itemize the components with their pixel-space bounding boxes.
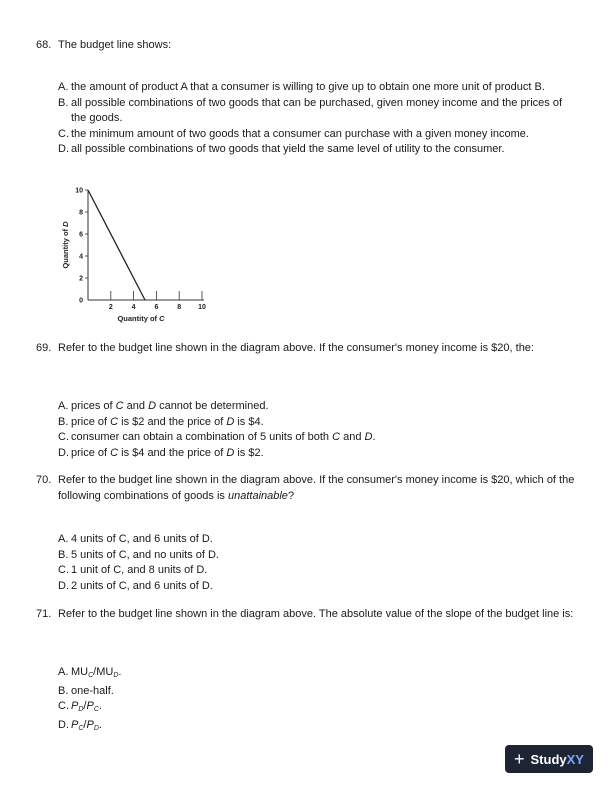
option-a: A. the amount of product A that a consumer is willing to give up to obtain one more unit of product B. — [58, 81, 545, 93]
y-tick-label: 10 — [75, 187, 83, 195]
question-71 — [36, 607, 576, 623]
question-stem: Refer to the budget line shown in the diagram above. The absolute value of the slope of the budget line is: — [58, 608, 574, 620]
question-number: 70. — [36, 474, 52, 486]
y-tick-label: 2 — [79, 275, 83, 283]
budget-line — [88, 190, 145, 300]
y-tick-label: 8 — [79, 209, 83, 217]
x-tick-label: 10 — [198, 304, 206, 311]
brand-name: StudyXY — [530, 751, 584, 767]
question-stem: Refer to the budget line shown in the diagram above. If the consumer's money income is $20, the: — [58, 342, 534, 354]
option-d: D. price of C is $4 and the price of D is $2. — [58, 446, 264, 459]
plus-icon: + — [514, 749, 525, 769]
y-tick-label: 6 — [79, 231, 83, 239]
option-a: A. $MU_C/MU_D$. — [58, 666, 122, 679]
option-b: B. 5 units of C, and no units of D. — [58, 548, 219, 561]
option-b: B. price of C is $2 and the price of D is $4. — [58, 415, 264, 428]
option-d: D. all possible combinations of two goods that yield the same level of utility to the consumer. — [58, 143, 505, 155]
question-69 — [36, 341, 576, 357]
question-number: 69. — [36, 342, 52, 354]
question-number: 68. — [36, 39, 52, 51]
option-a: A. 4 units of C, and 6 units of D. — [58, 533, 213, 545]
y-axis-label: Quantity of D — [61, 221, 70, 269]
question-70 — [36, 473, 576, 504]
option-c: C. $P_D/P_C$. — [58, 700, 102, 713]
options-71 — [58, 665, 578, 736]
x-tick-label: 4 — [131, 304, 136, 311]
option-d: D. $P_C/P_D$. — [58, 718, 102, 732]
options-70 — [58, 532, 578, 594]
x-tick-label: 8 — [177, 304, 182, 311]
question-number: 71. — [36, 608, 52, 620]
question-stem: Refer to the budget line shown in the diagram above. If the consumer's money income is $20, which of the following combinations of goods is unattainable? — [58, 474, 575, 502]
option-b: B. all possible combinations of two goods that can be purchased, given money income and the prices of the goods. — [58, 96, 563, 124]
question-stem: The budget line shows: — [58, 39, 172, 51]
option-c: C. consumer can obtain a combination of 5 units of both C and D. — [58, 431, 376, 443]
question-68 — [36, 38, 576, 54]
budget-line-chart — [58, 183, 208, 325]
option-b: B. one-half. — [58, 684, 114, 697]
y-tick-label: 4 — [79, 253, 83, 261]
option-c: C. the minimum amount of two goods that a consumer can purchase with a given money income. — [58, 127, 529, 140]
options-68 — [58, 80, 578, 158]
option-c: C. 1 unit of C, and 8 units of D. — [58, 564, 208, 576]
options-69 — [58, 399, 578, 461]
x-tick-label: 6 — [154, 304, 159, 311]
option-d: D. 2 units of C, and 6 units of D. — [58, 579, 213, 592]
studyxy-badge[interactable] — [505, 745, 593, 773]
x-tick-label: 2 — [108, 304, 113, 311]
option-a: A. prices of C and D cannot be determined. — [58, 400, 269, 412]
x-axis-label: Quantity of C — [117, 314, 165, 323]
y-tick-label: 0 — [79, 297, 83, 305]
